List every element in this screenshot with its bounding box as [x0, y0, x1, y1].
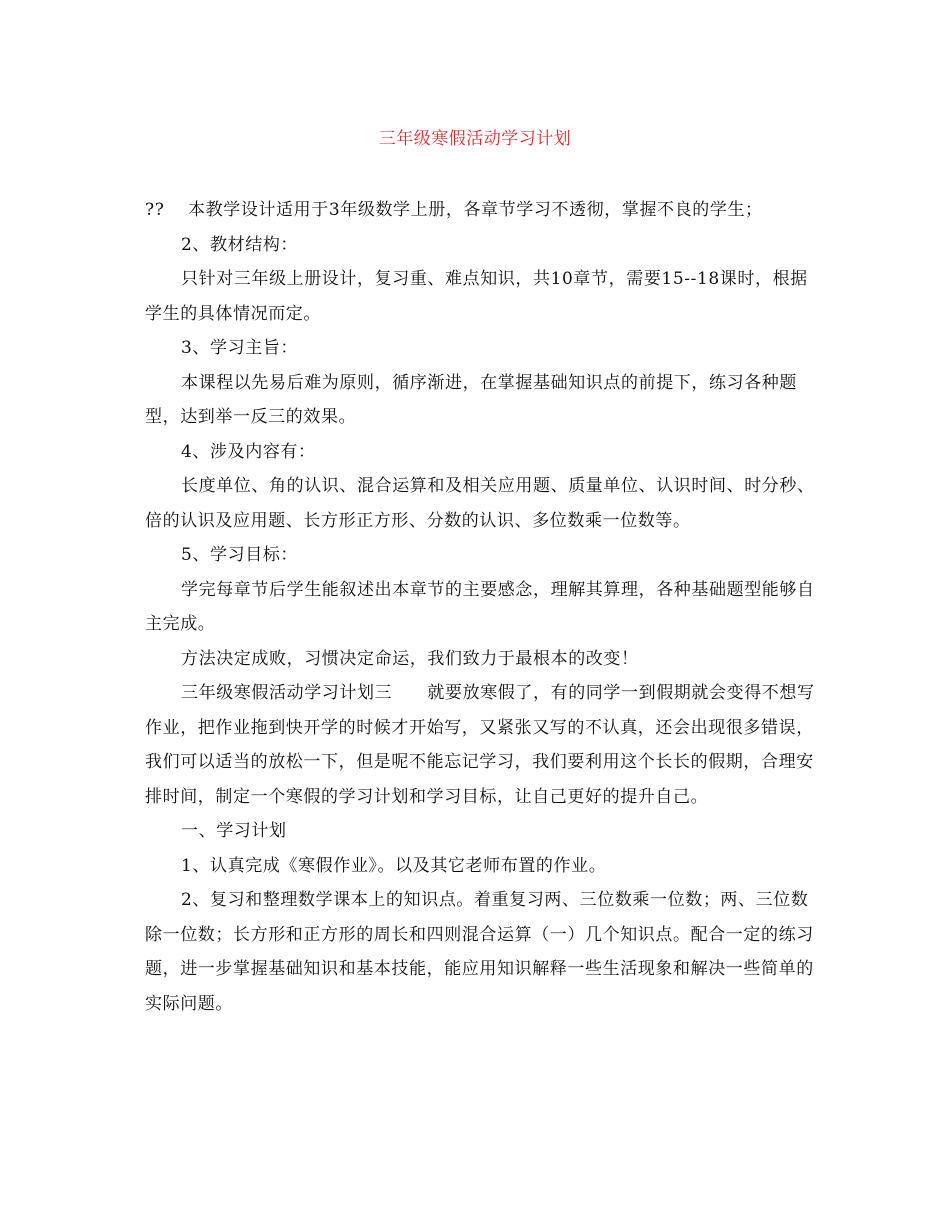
paragraph-structure: 只针对三年级上册设计，复习重、难点知识，共10章节，需要15--18课时，根据学生的具体情况而定。 [145, 269, 808, 324]
document-title: 三年级寒假活动学习计划 [378, 129, 572, 149]
document-body [145, 193, 825, 1021]
paragraph-item-2: 2、复习和整理数学课本上的知识点。着重复习两、三位数乘一位数；两、三位数除一位数；长方形和正方形的周长和四则混合运算（一）几个知识点。配合一定的练习题，进一步掌握基础知识和基本技能，能应用知识解释一些生活现象和解决一些简单的实际问题。 [145, 890, 814, 1014]
paragraph-heading-structure: 2、教材结构： [181, 234, 299, 255]
paragraph-heading-content: 4、涉及内容有： [181, 441, 316, 462]
paragraph-heading-purpose: 3、学习主旨： [181, 338, 299, 358]
paragraph-heading-goals: 5、学习目标： [181, 545, 299, 565]
paragraph-plan-three: 三年级寒假活动学习计划三 就要放寒假了，有的同学一到假期就会变得不想写作业，把作业拖到快开学的时候才开始写，又紧张又写的不认真，还会出现很多错误，我们可以适当的放松一下，但是呢不能忘记学习，我们要利用这个长长的假期，合理安排时间，制定一个寒假的学习计划和学习目标，让自己更好的提升自己。 [145, 683, 815, 807]
paragraph-intro: ?? 本教学设计适用于3年级数学上册，各章节学习不透彻，掌握不良的学生； [145, 200, 763, 220]
paragraph-goals: 学完每章节后学生能叙述出本章节的主要感念，理解其算理，各种基础题型能够自主完成。 [145, 579, 815, 634]
paragraph-purpose: 本课程以先易后难为原则，循序渐进，在掌握基础知识点的前提下，练习各种题型，达到举一反三的效果。 [145, 372, 797, 427]
paragraph-motto: 方法决定成败，习惯决定命运，我们致力于最根本的改变！ [181, 648, 639, 669]
paragraph-heading-study-plan: 一、学习计划 [181, 821, 287, 841]
paragraph-item-1: 1、认真完成《寒假作业》。以及其它老师布置的作业。 [181, 855, 607, 876]
paragraph-content: 长度单位、角的认识、混合运算和及相关应用题、质量单位、认识时间、时分秒、倍的认识及应用题、长方形正方形、分数的认识、多位数乘一位数等。 [145, 476, 815, 531]
